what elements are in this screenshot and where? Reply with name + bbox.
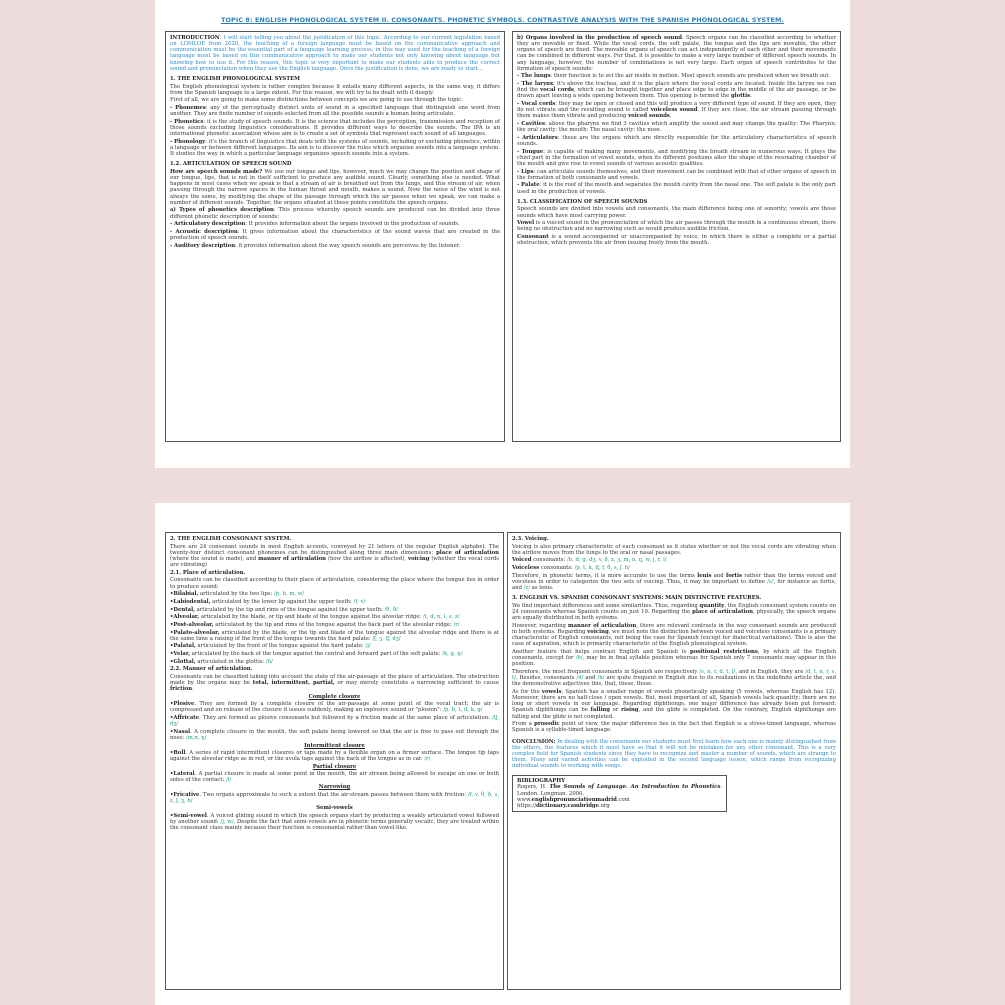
place-velar: •Velar, articulated by the back of the tongue against the central and forward part of the soft palate: /k, g, ŋ/: [170, 651, 463, 657]
paragraph: Another feature that helps contrast English and Spanish is positional restrictions, by which all the English consonants, except for /h/, may be in final syllable position whereas for Spanish only 7 consonants may appear in this position.: [512, 649, 836, 668]
place-post-alveolar: •Post-alveolar, articulated by the tip and rims of the tongue against the back part of the alveolar ridge: /r/: [170, 621, 460, 628]
voiced-consonants: Voiced consonants: /b, d, g, dʒ, v, ð, z, ʒ, m, n, ŋ, w, j, r, l/: [512, 557, 667, 564]
place-bilabial: •Bilabial, articulated by the two lips: /p, b, m, w/: [170, 591, 305, 598]
page2-right-column: [507, 532, 841, 990]
bibliography-link[interactable]: https://dictionary.cambridge.org: [517, 802, 610, 809]
description-articulatory: - Articulatory description: It provides information about the organs involved in the production of sounds.: [170, 221, 460, 228]
definition-consonant: Consonant is a sound accompanied or unaccompanied by voice, in which there is either a complete or a partial obstruction, which prevents the air from issuing freely from the mouth.: [517, 234, 836, 247]
bibliography-box: [512, 775, 727, 812]
manner-semi-vowel: •Semi-vowel. A voiced gliding sound in which the speech organs start by producing a weakly articulated vowel followed by another sound: /j, w/. Despite the fact that semi-vowels are in phonetic terms generally vocalic, they are treated within the consonant class mainly because their function is consonantal rather than vowel-like.: [170, 812, 499, 831]
subsection-heading: 2.1. Place of articulation.: [170, 569, 246, 576]
organ-cavities: - Cavities: above the pharynx we find 3 cavities which amplify the sound and may change the quality: The Pharynx; the oral cavity: the mouth; The nasal cavity: the nose.: [517, 121, 836, 134]
place-palatal: •Palatal, articulated by the front of the tongue against the hard palate: /j/: [170, 643, 371, 650]
manner-nasal: •Nasal. A complete closure in the mouth, the soft palate being lowered so that the air is free to pass out through the nose: /m,n, ŋ/: [170, 728, 499, 741]
subsection-heading: 2.3. Voicing.: [512, 536, 549, 542]
paragraph: We find important differences and some similarities. Thus, regarding quantity, the English consonant system counts on 24 consonants whereas Spanish counts on just 19. Regarding the place of articulation, physically, the speech organs are equally distributed in both systems.: [512, 602, 837, 622]
organ-lips: - Lips: can articulate sounds themselves, and their movement can be combined with that of other organs of speech in the formation of both consonants and vowels.: [517, 168, 836, 181]
paragraph: Consonants can be classified taking into account the state of the air-passage at the place of articulation. The obstruction made by the organs may be total, intermittent, partial, or may merely constitute a narrowing sufficient to cause friction.: [170, 673, 500, 693]
subheading-partial-closure: Partial closure: [312, 763, 357, 770]
subheading-semi-vowels: Semi-vowels: [316, 805, 353, 812]
manner-lateral: •Lateral. A partial closure is made at some point in the mouth, the air stream being allowed to escape on one or both sides of the contact: /l/: [170, 770, 499, 783]
description-auditory: - Auditory description: it provides information about the way speech sounds are perceives by the listener.: [170, 242, 461, 249]
organ-larynx: - The larynx: it's above the trachea, and it is the place where the vocal cords are located. Inside the larynx we can find the vocal cords, which can be brought together and place edge to edge in the middle of the air passage, or be drawn apart leaving a wide opening between them. This opening is termed the glottis.: [517, 81, 836, 100]
manner-fricative: •Fricative. Two organs approximate to such a extent that the air-stream passes between them with friction: /f, v, θ, ð, s, z, ʃ, ʒ, h/: [170, 791, 500, 804]
paragraph: As for the vowels, Spanish has a smaller range of vowels phonetically speaking (5 vowels, whereas English has 12). Moreover, there are no half-close / open vowels. But, most important of all, Spanish vowels lack quantity; there are no long or short vowels in our language. Regarding diphthongs, one major difference has already been put forward: Spanish diphthongs can be falling or rising, and the glide is completed. On the contrary, English diphthongs are falling and the glide is not completed.: [512, 688, 837, 720]
paragraph: However, regarding manner of articulation, there are relevant contrasts in the way consonant sounds are produced in both systems. Regarding voicing, we must note the distinction between voiced and voiceless consonants is a primary characteristic of English consonants, not being the case for Spanish (except for dialectical variations). This is also the case of aspiration, which is primarily characteristic of the English phonological system.: [512, 622, 836, 648]
subheading-intermittent-closure: Intermittent closure: [304, 742, 365, 749]
place-dental: •Dental, articulated by the tip and rims of the tongue against the upper teeth: /θ, ð/: [170, 606, 398, 613]
paragraph: Therefore, in phonetic terms, it is more accurate to use the terms lenis and fortis rather than the terms voiced and voiceless in order to categorize the two sets of voicing. Thus, it may be important to define /s/, for instance as fortis, and /z/ as lenis.: [512, 572, 837, 592]
topic-title: TOPIC 8: ENGLISH PHONOLOGICAL SYSTEM II. CONSONANTS. PHONETIC SYMBOLS. CONTRASTIVE ANALYSIS WITH THE SPANISH PHONOLOGICAL SYSTEM.: [221, 16, 784, 24]
conclusion-paragraph: CONCLUSION: In dealing with the consonants our students must first learn how each one is mainly distinguished from the others, the features which it must have so that it will not be mistaken for any other consonant. This is a very complex field for Spanish students since they have to recognize and master a number of sounds, which are strange to them. Many and varied activities can be exploited in the second language lesson, which range from recognizing individual sounds to working with songs.: [512, 738, 836, 770]
definition-phonology: - Phonology: it's the branch of linguistics that deals with the systems of sounds, including or excluding phonetics, within a language or between different languages. Its aim is to discover the rules which organise sounds into a language system. It studies the way in which a particular language organizes speech sounds into a system.: [170, 138, 500, 158]
introduction-paragraph: INTRODUCTION: I will start telling you about the justification of this topic. According to our current legislation based on LOMLOE from 2020, the teaching of a foreign language must be based on the communicative approach and communication must be the essential part of a language learning process, in this way used for the teaching of a foreign language must be based on this communicative approach to make our students not only knowing about language but knowing how to use it. For this reason, this topic is very important to make our students able to produce the correct sound and pronunciation when they use the English language. Once the justification is done, we are ready to start...: [170, 35, 500, 72]
paragraph: The English phonological system is rather complex because it entails many different aspects, in the same way, it differs from the Spanish language to a large extent. For this reason, we will try to be dealt with it deeply.: [170, 83, 500, 96]
description-acoustic: - Acoustic description: It gives information about the characteristics of the sound waves that are created in the production of speech sounds.: [170, 228, 500, 242]
place-alveolar: •Alveolar, articulated by the blade, or tip and blade of the tongue against the alveolar ridge: /t, d, n, l, s, z/: [170, 614, 460, 621]
section-heading: 2. THE ENGLISH CONSONANT SYSTEM.: [170, 536, 292, 542]
organ-articulators: - Articulators: these are the organs which are directly responsible for the articulatory characteristics of speech sounds.: [517, 134, 836, 147]
subheading-narrowing: Narrowing: [318, 784, 351, 791]
definition-phonemes: - Phonemes: any of the perceptually distinct units of sound in a specified language that distinguish one word from another. They are finite number of sounds selected from all the possible sounds a human being articulate.: [170, 105, 500, 118]
page1-left-column: [165, 31, 505, 442]
definition-vowel: Vowel is a voiced sound in the pronunciation of which the air passes through the mouth in a continuous stream, there being no obstruction and no narrowing such as would produce audible friction.: [517, 220, 836, 233]
introduction-label: INTRODUCTION: [170, 35, 220, 41]
voiceless-consonants: Voiceless consonants: /p, t, k, tʃ, f, θ, s, ʃ, h/: [512, 565, 630, 572]
paragraph: Therefore, the most frequent consonants in Spanish are respectively /s, n, r, d, t, l/, and in English, they are /d, t, n, r, s, t/. Besides, consonants /d/ and /h/ are quite frequent in English due to its realizations in the indefinite article the, and the demonstrative adjectives this, that, these, those.: [512, 668, 837, 688]
definition-phonetics: - Phonetics: it is the study of speech sounds. It is the science that includes the perception, transmission and reception of those sounds excluding linguistics considerations. It provides different ways to describe the sounds. The IPA is an international phonetic association whose aim is to create a set of symbols that represent each sound of all languages.: [170, 118, 500, 138]
subsection-heading: 2.2. Manner of articulation.: [170, 666, 253, 673]
bibliography-heading: BIBLIOGRAPHY: [517, 778, 566, 785]
conclusion-label: CONCLUSION:: [512, 738, 556, 745]
paragraph: First of all, we are going to make some distinctions between concepts we are going to use through the topic:: [170, 97, 463, 104]
paragraph: From a prosodic point of view, the major difference lies in the fact that English is a stress-timed language, whereas Spanish is a syllable-timed language.: [512, 721, 836, 734]
manner-plosive: •Plosive. They are formed by a complete closure of the air-passage at some point of the vocal tract; the air is compressed and on release of the closure it issues suddenly, making an explosive sound or "plosion": /p, b, t, d, k, g/: [170, 701, 499, 714]
document-page-1: [155, 0, 850, 468]
manner-roll: •Roll. A series of rapid intermittent closures or taps made by a flexible organ on a firmer surface. The tongue tip taps against the alveolar ridge as in red, or the uvula taps against the back of the tongue as in car. /r/: [170, 749, 499, 762]
organ-vocal-cords: - Vocal cords: they may be open or closed and this will produce a very different type of sound. If they are open, they do not vibrate and the resulting sound is called voiceless sound. If they are close, the air stream passing through them makes them vibrate and producing voiced sounds.: [517, 101, 836, 120]
paragraph: Voicing is also primary characteristic of each consonant as it states whether or not the vocal cords are vibrating when the airflow moves from the lungs to the oral or nasal passages.: [512, 543, 836, 556]
place-glottal: •Glottal, articulated in the glottis: /h/: [170, 658, 273, 665]
organ-tongue: - Tongue: is capable of making many movements, and modifying the breath stream in numerous ways. It plays the chief part in the formation of vowel sounds, when its different positions alter the shape of the resonating chamber of the mouth and give rise to vowel sounds of various acoustic qualities.: [517, 148, 836, 167]
section-heading: 1. THE ENGLISH PHONOLOGICAL SYSTEM: [170, 75, 301, 82]
subheading-complete-closure: Complete closure: [308, 693, 361, 700]
page1-right-column: [512, 31, 841, 442]
paragraph: There are 24 consonant sounds in most English accents, conveyed by 21 letters of the regular English alphabet. The twenty-four distinct consonant phonemes can be distinguished along three main dimensions: place of articulation (where the sound is made), and manner of articulation (how the airflow is affected), voicing (whether the vocal cords are vibrating): [170, 543, 499, 569]
bibliography-entry: Rogers, H. The Sounds of Language. An Introduction to Phonetics. London. Longman. 2000.: [517, 784, 722, 797]
page2-left-column: [165, 532, 504, 990]
paragraph: a) Types of phonetics description. This process whereby speech sounds are produced can be divided into three different phonetic description of sounds:: [170, 207, 500, 220]
paragraph: Speech sounds are divided into vowels and consonants, the main difference being one of sonority; vowels are those sounds which have most carrying power.: [517, 206, 836, 219]
paragraph: b) Organs involved in the production of speech sound. Speech organs can be classified according to whether they are movable or fixed. While the vocal cords, the soft palate, the tongue and the lips are movable, the other organs of speech are fixed. The movable organs of speech can act independently of each other and their movements can be combined in different ways. For that, it is possible to make a very large number of different speech sounds. In any language, however, the number of combinations is not very large. Each organ of speech contributes to the formation of speech sounds:: [517, 35, 837, 72]
manner-affricate: •Affricate. They are formed as plosive consonants but followed by a friction made at the same place of articulation: /tʃ, dʒ/: [170, 714, 499, 728]
place-palato-alveolar: •Palato-alveolar, articulated by the blade, or the tip and blade of the tongue against the alveolar ridge and there is at the same time a raising of the front of the tongue towards the hard palate: /ʃ, ʒ, tʃ, dʒ/: [170, 629, 499, 642]
place-labiodental: •Labiodental, articulated by the lower lip against the upper teeth: /f, v/: [170, 598, 366, 605]
section-heading: 3. ENGLISH VS. SPANISH CONSONANT SYSTEMS: MAIN DISTINCTIVE FEATURES.: [512, 595, 762, 602]
document-page-2: [155, 503, 850, 1005]
organ-lungs: - The lungs: their function is to set the air inside in motion. Most speech sounds are produced when we breath out.: [517, 73, 831, 80]
organ-palate: - Palate: it is the roof of the mouth and separates the mouth cavity from the nasal one. The soft palate is the only part used in the production of vowels.: [517, 182, 837, 195]
section-heading: 1.3. CLASSIFICATION OF SPEECH SOUNDS: [517, 198, 648, 205]
bibliography-link[interactable]: www.englishpronunciationmadrid.com: [517, 796, 630, 803]
paragraph: How are speech sounds made? We use our tongue and lips, however, much we may change the position and shape of our tongue, lips, that is not in itself sufficient to produce any audible sound. Clearly, something else is needed. What happens in most cases when we speak is that a stream of air is breathed out from the lungs, and this stream of air, when passing through the narrow spaces in the human throat and mouth, makes a sound. Now the noise of the wind is not always the same, by modifying the shape of the passage through which the air passes when we speak, we can make a number of different sounds. Together, the organs situated at these points constitute the speech organs.: [170, 168, 500, 206]
paragraph: Consonants can be classified according to their place of articulation, considering the place where the tongue lies in order to produce sound:: [170, 577, 499, 590]
section-heading: 1.2. ARTICULATION OF SPEECH SOUND: [170, 161, 292, 168]
